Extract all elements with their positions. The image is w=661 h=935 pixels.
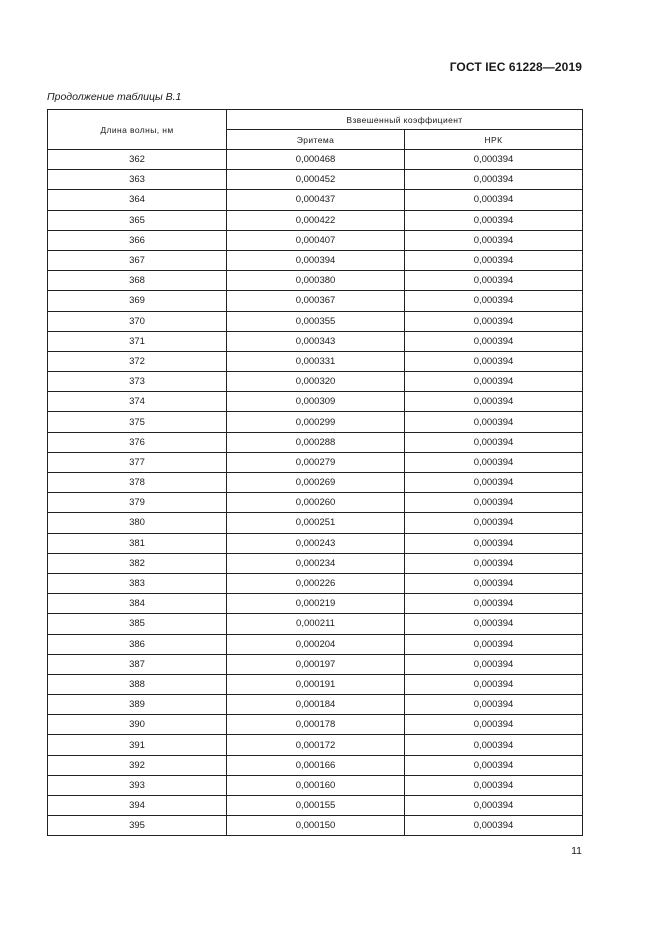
table-row	[48, 493, 583, 513]
cell-wavelength: 382	[48, 553, 227, 573]
cell-nrk: 0,000394	[405, 573, 583, 593]
cell-erythema: 0,000269	[227, 473, 405, 493]
table-row	[48, 452, 583, 472]
cell-erythema: 0,000243	[227, 533, 405, 553]
table-row	[48, 654, 583, 674]
cell-wavelength: 388	[48, 674, 227, 694]
table-row	[48, 755, 583, 775]
cell-erythema: 0,000355	[227, 311, 405, 331]
cell-nrk: 0,000394	[405, 372, 583, 392]
table-row	[48, 210, 583, 230]
cell-nrk: 0,000394	[405, 654, 583, 674]
cell-nrk: 0,000394	[405, 170, 583, 190]
cell-wavelength: 390	[48, 715, 227, 735]
cell-nrk: 0,000394	[405, 715, 583, 735]
cell-nrk: 0,000394	[405, 775, 583, 795]
cell-erythema: 0,000211	[227, 614, 405, 634]
cell-erythema: 0,000260	[227, 493, 405, 513]
cell-nrk: 0,000394	[405, 392, 583, 412]
cell-wavelength: 377	[48, 452, 227, 472]
cell-nrk: 0,000394	[405, 452, 583, 472]
cell-erythema: 0,000367	[227, 291, 405, 311]
cell-nrk: 0,000394	[405, 351, 583, 371]
cell-nrk: 0,000394	[405, 412, 583, 432]
cell-nrk: 0,000394	[405, 291, 583, 311]
cell-nrk: 0,000394	[405, 250, 583, 270]
table-row	[48, 533, 583, 553]
cell-erythema: 0,000204	[227, 634, 405, 654]
cell-erythema: 0,000172	[227, 735, 405, 755]
cell-erythema: 0,000468	[227, 150, 405, 170]
cell-nrk: 0,000394	[405, 594, 583, 614]
cell-wavelength: 363	[48, 170, 227, 190]
cell-nrk: 0,000394	[405, 755, 583, 775]
table-row	[48, 271, 583, 291]
table-row	[48, 674, 583, 694]
cell-wavelength: 393	[48, 775, 227, 795]
cell-wavelength: 368	[48, 271, 227, 291]
table-row	[48, 796, 583, 816]
cell-erythema: 0,000422	[227, 210, 405, 230]
cell-wavelength: 381	[48, 533, 227, 553]
cell-wavelength: 386	[48, 634, 227, 654]
cell-wavelength: 395	[48, 816, 227, 836]
cell-wavelength: 376	[48, 432, 227, 452]
cell-wavelength: 367	[48, 250, 227, 270]
cell-erythema: 0,000380	[227, 271, 405, 291]
cell-erythema: 0,000150	[227, 816, 405, 836]
table-row	[48, 351, 583, 371]
cell-nrk: 0,000394	[405, 473, 583, 493]
cell-wavelength: 366	[48, 230, 227, 250]
cell-nrk: 0,000394	[405, 533, 583, 553]
cell-wavelength: 380	[48, 513, 227, 533]
cell-nrk: 0,000394	[405, 150, 583, 170]
cell-erythema: 0,000309	[227, 392, 405, 412]
header-nrk: НРК	[405, 130, 583, 150]
cell-nrk: 0,000394	[405, 513, 583, 533]
cell-erythema: 0,000178	[227, 715, 405, 735]
cell-nrk: 0,000394	[405, 190, 583, 210]
cell-erythema: 0,000191	[227, 674, 405, 694]
cell-erythema: 0,000437	[227, 190, 405, 210]
cell-wavelength: 387	[48, 654, 227, 674]
cell-wavelength: 389	[48, 695, 227, 715]
table-row	[48, 715, 583, 735]
page-number: 11	[571, 845, 582, 857]
table-row	[48, 573, 583, 593]
cell-wavelength: 374	[48, 392, 227, 412]
table-row	[48, 311, 583, 331]
table-row	[48, 473, 583, 493]
table-body	[48, 150, 583, 836]
document-code: ГОСТ IEC 61228—2019	[449, 60, 582, 74]
cell-wavelength: 373	[48, 372, 227, 392]
cell-wavelength: 384	[48, 594, 227, 614]
cell-nrk: 0,000394	[405, 816, 583, 836]
cell-nrk: 0,000394	[405, 796, 583, 816]
cell-nrk: 0,000394	[405, 634, 583, 654]
cell-nrk: 0,000394	[405, 432, 583, 452]
cell-wavelength: 371	[48, 331, 227, 351]
cell-erythema: 0,000184	[227, 695, 405, 715]
cell-wavelength: 379	[48, 493, 227, 513]
cell-erythema: 0,000452	[227, 170, 405, 190]
cell-wavelength: 385	[48, 614, 227, 634]
cell-wavelength: 362	[48, 150, 227, 170]
cell-nrk: 0,000394	[405, 553, 583, 573]
cell-wavelength: 375	[48, 412, 227, 432]
table-row	[48, 331, 583, 351]
cell-erythema: 0,000197	[227, 654, 405, 674]
cell-nrk: 0,000394	[405, 210, 583, 230]
table-row	[48, 775, 583, 795]
cell-erythema: 0,000226	[227, 573, 405, 593]
cell-wavelength: 391	[48, 735, 227, 755]
table-row	[48, 594, 583, 614]
table-row	[48, 392, 583, 412]
table-row	[48, 432, 583, 452]
cell-erythema: 0,000160	[227, 775, 405, 795]
cell-erythema: 0,000288	[227, 432, 405, 452]
weighting-table	[47, 109, 583, 836]
table-row	[48, 735, 583, 755]
table-row	[48, 190, 583, 210]
cell-erythema: 0,000407	[227, 230, 405, 250]
cell-wavelength: 394	[48, 796, 227, 816]
table-row	[48, 816, 583, 836]
cell-nrk: 0,000394	[405, 230, 583, 250]
cell-nrk: 0,000394	[405, 614, 583, 634]
table-row	[48, 372, 583, 392]
cell-wavelength: 392	[48, 755, 227, 775]
table-row	[48, 553, 583, 573]
cell-nrk: 0,000394	[405, 331, 583, 351]
table-row	[48, 150, 583, 170]
cell-erythema: 0,000299	[227, 412, 405, 432]
cell-erythema: 0,000279	[227, 452, 405, 472]
cell-erythema: 0,000234	[227, 553, 405, 573]
cell-wavelength: 372	[48, 351, 227, 371]
table-row	[48, 634, 583, 654]
cell-wavelength: 378	[48, 473, 227, 493]
cell-nrk: 0,000394	[405, 271, 583, 291]
cell-wavelength: 370	[48, 311, 227, 331]
cell-wavelength: 369	[48, 291, 227, 311]
table-row	[48, 412, 583, 432]
cell-nrk: 0,000394	[405, 493, 583, 513]
table-row	[48, 170, 583, 190]
cell-erythema: 0,000320	[227, 372, 405, 392]
header-wavelength: Длина волны, нм	[48, 110, 227, 150]
table-row	[48, 513, 583, 533]
header-erythema: Эритема	[227, 130, 405, 150]
cell-wavelength: 365	[48, 210, 227, 230]
table-row	[48, 230, 583, 250]
table-row	[48, 614, 583, 634]
cell-nrk: 0,000394	[405, 311, 583, 331]
cell-nrk: 0,000394	[405, 735, 583, 755]
cell-erythema: 0,000394	[227, 250, 405, 270]
cell-wavelength: 383	[48, 573, 227, 593]
cell-erythema: 0,000331	[227, 351, 405, 371]
table-caption: Продолжение таблицы В.1	[47, 91, 182, 103]
table-row	[48, 291, 583, 311]
cell-nrk: 0,000394	[405, 695, 583, 715]
cell-nrk: 0,000394	[405, 674, 583, 694]
table-row	[48, 250, 583, 270]
cell-erythema: 0,000343	[227, 331, 405, 351]
cell-erythema: 0,000219	[227, 594, 405, 614]
cell-erythema: 0,000155	[227, 796, 405, 816]
cell-erythema: 0,000166	[227, 755, 405, 775]
header-weighting-group: Взвешенный коэффициент	[227, 110, 583, 130]
cell-wavelength: 364	[48, 190, 227, 210]
cell-erythema: 0,000251	[227, 513, 405, 533]
table-row	[48, 695, 583, 715]
